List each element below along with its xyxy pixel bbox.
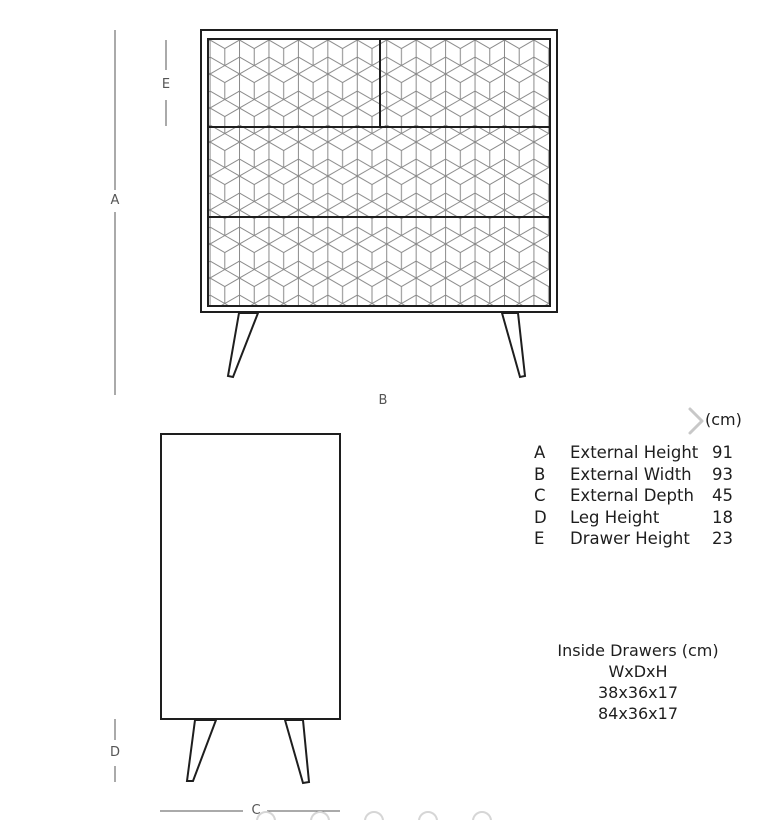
inside-drawers-size: 84x36x17 <box>597 704 678 723</box>
page-dots-icon[interactable] <box>254 808 514 820</box>
drawer-top-right <box>380 39 550 127</box>
dimension-label-d: D <box>109 745 120 760</box>
spec-label: Drawer Height <box>570 529 690 548</box>
dimension-label-a: A <box>108 194 122 208</box>
spec-code: C <box>534 486 546 505</box>
spec-value: 23 <box>712 529 733 548</box>
spec-label: External Depth <box>570 486 694 505</box>
side-leg-right <box>285 720 309 783</box>
spec-value: 91 <box>712 443 733 462</box>
inside-drawers-format: WxDxH <box>608 662 668 681</box>
side-panel <box>161 434 340 719</box>
inside-drawers-block <box>540 640 736 724</box>
spec-value: 45 <box>712 486 733 505</box>
spec-label: External Width <box>570 464 692 484</box>
dimension-label-b: B <box>376 394 390 408</box>
drawer-middle <box>208 127 550 217</box>
inside-drawers-size: 38x36x17 <box>597 683 678 702</box>
inside-drawers-title: Inside Drawers (cm) <box>557 641 719 660</box>
dimension-label-e: E <box>159 78 173 92</box>
dimension-label-c: C <box>249 804 263 818</box>
spec-value: 18 <box>712 507 733 527</box>
front-leg-right <box>502 313 525 377</box>
spec-label: External Height <box>570 443 699 462</box>
spec-code: A <box>534 443 546 462</box>
spec-code: B <box>534 464 546 484</box>
drawer-top-left <box>208 39 380 127</box>
drawer-bottom <box>208 217 550 306</box>
unit-header: (cm) <box>705 410 742 429</box>
spec-code: D <box>534 507 547 527</box>
spec-code: E <box>534 529 545 548</box>
spec-label: Leg Height <box>570 507 660 527</box>
spec-value: 93 <box>712 464 733 484</box>
front-leg-left <box>228 313 258 377</box>
side-leg-left <box>187 720 216 781</box>
side-view-drawing <box>0 420 420 820</box>
